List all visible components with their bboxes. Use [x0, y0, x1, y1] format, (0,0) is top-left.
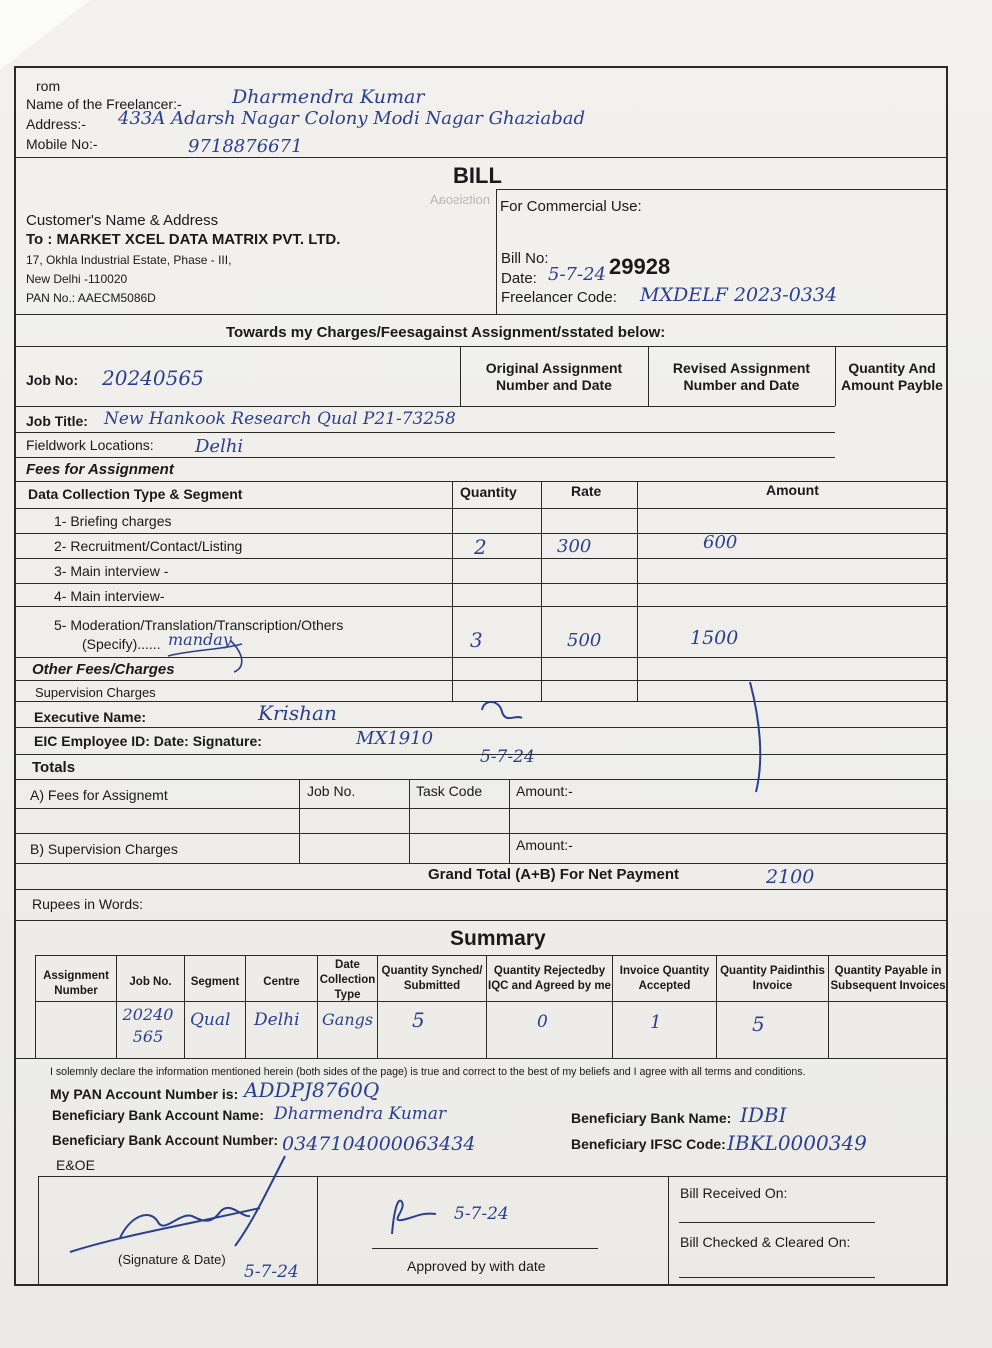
rupees-words-label: Rupees in Words: — [32, 896, 144, 912]
summary-header: Centre — [263, 976, 300, 988]
mobile-label: Mobile No:- — [26, 136, 98, 152]
totals-task-code: Task Code — [416, 783, 483, 799]
totals-job-no: Job No. — [307, 783, 356, 799]
quantity-amount-header: Quantity And Amount Payble — [841, 360, 943, 393]
summary-header: Job No. — [129, 976, 172, 988]
fee-row-amount: 600 — [703, 532, 738, 553]
eoe-label: E&OE — [56, 1157, 95, 1173]
bank-name-value: IDBI — [740, 1103, 787, 1127]
totals-amount-2: Amount:- — [516, 837, 573, 853]
freelancer-name-value: Dharmendra Kumar — [232, 86, 425, 108]
summary-header: Quantity Paidinthis Invoice — [720, 965, 825, 992]
address-label: Address:- — [26, 116, 86, 132]
summary-header: Invoice Quantity Accepted — [619, 965, 710, 992]
summary-invoice-qty: 1 — [650, 1012, 662, 1033]
fieldwork-value: Delhi — [195, 436, 244, 457]
revised-assignment-header: Revised Assignment Number and Date — [672, 360, 811, 393]
original-assignment-header: Original Assignment Number and Date — [485, 360, 623, 393]
bank-name-label: Beneficiary Bank Name: — [571, 1110, 732, 1126]
bill-checked-label: Bill Checked & Cleared On: — [680, 1234, 851, 1250]
signature-date: 5-7-24 — [244, 1262, 299, 1282]
declaration-text: I solemnly declare the information mentioned herein (both sides of the page) is true and correct to the best of my beliefs and I agree with all terms and conditions. — [50, 1066, 806, 1078]
rate-header: Rate — [571, 483, 602, 499]
summary-header: Quantity Rejectedby IQC and Agreed by me — [488, 965, 611, 992]
fee-row-specify-value: manday — [168, 630, 232, 649]
amount-header: Amount — [766, 482, 819, 498]
towards-heading: Towards my Charges/Feesagainst Assignment/sstated below: — [226, 324, 666, 341]
fee-row-label: 4- Main interview- — [54, 588, 165, 604]
customer-to-line: To : MARKET XCEL DATA MATRIX PVT. LTD. — [26, 231, 341, 248]
summary-collection-type: Gangs — [322, 1010, 374, 1029]
date-label: Date: — [501, 270, 537, 287]
fee-row-rate: 500 — [567, 630, 602, 651]
fee-row-quantity: 3 — [470, 628, 483, 652]
customer-address-2: New Delhi -110020 — [26, 272, 128, 286]
totals-amount-1: Amount:- — [516, 783, 573, 799]
pan-label: My PAN Account Number is: — [50, 1086, 239, 1102]
approver-signature — [380, 1190, 460, 1240]
grand-total-label: Grand Total (A+B) For Net Payment — [428, 866, 680, 883]
approved-label: Approved by with date — [407, 1258, 546, 1274]
account-number-label: Beneficiary Bank Account Number: — [52, 1133, 279, 1148]
summary-header: Quantity Synched/ Submitted — [381, 965, 483, 992]
summary-header: Assignment Number — [43, 970, 109, 997]
fee-row-label: 5- Moderation/Translation/Transcription/Others — [54, 617, 344, 633]
bleed-through-text: noitsisoaA — [430, 192, 490, 207]
fee-row-specify-label: (Specify)...... — [82, 636, 161, 652]
summary-qty-rejected: 0 — [537, 1012, 548, 1032]
account-number-value: 0347104000063434 — [282, 1133, 476, 1155]
freelancer-code-value: MXDELF 2023-0334 — [640, 284, 838, 306]
customer-pan: PAN No.: AAECM5086D — [26, 291, 156, 305]
executive-value: Krishan — [258, 701, 337, 725]
bill-received-label: Bill Received On: — [680, 1185, 788, 1201]
type-header: Data Collection Type & Segment — [28, 486, 243, 502]
eic-label: EIC Employee ID: Date: Signature: — [34, 733, 262, 749]
fees-heading: Fees for Assignment — [26, 461, 174, 478]
signature-label: (Signature & Date) — [118, 1252, 226, 1267]
eic-value: MX1910 — [356, 728, 434, 749]
commercial-use-label: For Commercial Use: — [500, 198, 642, 215]
summary-qty-submitted: 5 — [412, 1008, 425, 1032]
quantity-header: Quantity — [460, 484, 517, 500]
summary-segment: Qual — [190, 1010, 231, 1030]
executive-label: Executive Name: — [34, 709, 147, 725]
freelancer-name-label: Name of the Freelancer:- — [26, 96, 182, 112]
other-fees-heading: Other Fees/Charges — [32, 661, 175, 678]
fee-row-amount: 1500 — [690, 627, 739, 649]
summary-title: Summary — [450, 927, 546, 950]
supervision-charges-label: Supervision Charges — [35, 685, 156, 700]
fee-row-label: 1- Briefing charges — [54, 513, 172, 529]
bill-no-label: Bill No: — [501, 250, 549, 267]
grand-total-value: 2100 — [766, 866, 815, 888]
job-title-label: Job Title: — [26, 413, 88, 429]
job-no-label: Job No: — [26, 372, 79, 388]
job-title-value: New Hankook Research Qual P21-73258 — [104, 409, 456, 429]
fieldwork-label: Fieldwork Locations: — [26, 437, 154, 453]
summary-header: Date Collection Type — [319, 959, 376, 1001]
address-value: 433A Adarsh Nagar Colony Modi Nagar Ghaziabad — [118, 108, 586, 129]
ifsc-value: IBKL0000349 — [727, 1131, 867, 1155]
bill-no-value: 29928 — [609, 254, 671, 279]
specify-underline-ink — [160, 636, 250, 676]
eic-date: 5-7-24 — [480, 747, 535, 767]
totals-heading: Totals — [32, 759, 76, 776]
bill-title: BILL — [453, 163, 502, 188]
fee-row-label: 3- Main interview - — [54, 563, 169, 579]
mobile-value: 9718876671 — [188, 136, 303, 157]
fee-row-label: 2- Recruitment/Contact/Listing — [54, 538, 243, 554]
summary-header: Segment — [190, 976, 240, 988]
bank-account-name-value: Dharmendra Kumar — [274, 1104, 447, 1124]
pan-value: ADDPJ8760Q — [244, 1078, 380, 1102]
ifsc-label: Beneficiary IFSC Code: — [571, 1136, 726, 1152]
customer-label: Customer's Name & Address — [26, 212, 219, 229]
customer-address-1: 17, Okhla Industrial Estate, Phase - III, — [26, 253, 232, 267]
freelancer-code-label: Freelancer Code: — [501, 289, 617, 306]
bank-account-name-label: Beneficiary Bank Account Name: — [52, 1108, 264, 1123]
ink-scribble — [460, 680, 780, 800]
freelancer-signature — [60, 1156, 290, 1266]
summary-qty-paid: 5 — [752, 1012, 765, 1036]
fee-row-rate: 300 — [557, 536, 592, 557]
approved-date: 5-7-24 — [454, 1204, 509, 1224]
fee-row-quantity: 2 — [474, 535, 487, 559]
summary-centre: Delhi — [254, 1010, 300, 1030]
date-value: 5-7-24 — [548, 264, 606, 285]
folded-corner — [0, 0, 90, 70]
job-no-value: 20240565 — [102, 366, 204, 390]
summary-header: Quantity Payable in Subsequent Invoices — [830, 965, 946, 992]
from-label: rom — [36, 78, 61, 94]
totals-fees-label: A) Fees for Assignemt — [30, 787, 168, 803]
summary-job-no: 20240 565 — [122, 1005, 174, 1046]
totals-supervision-label: B) Supervision Charges — [30, 841, 178, 857]
